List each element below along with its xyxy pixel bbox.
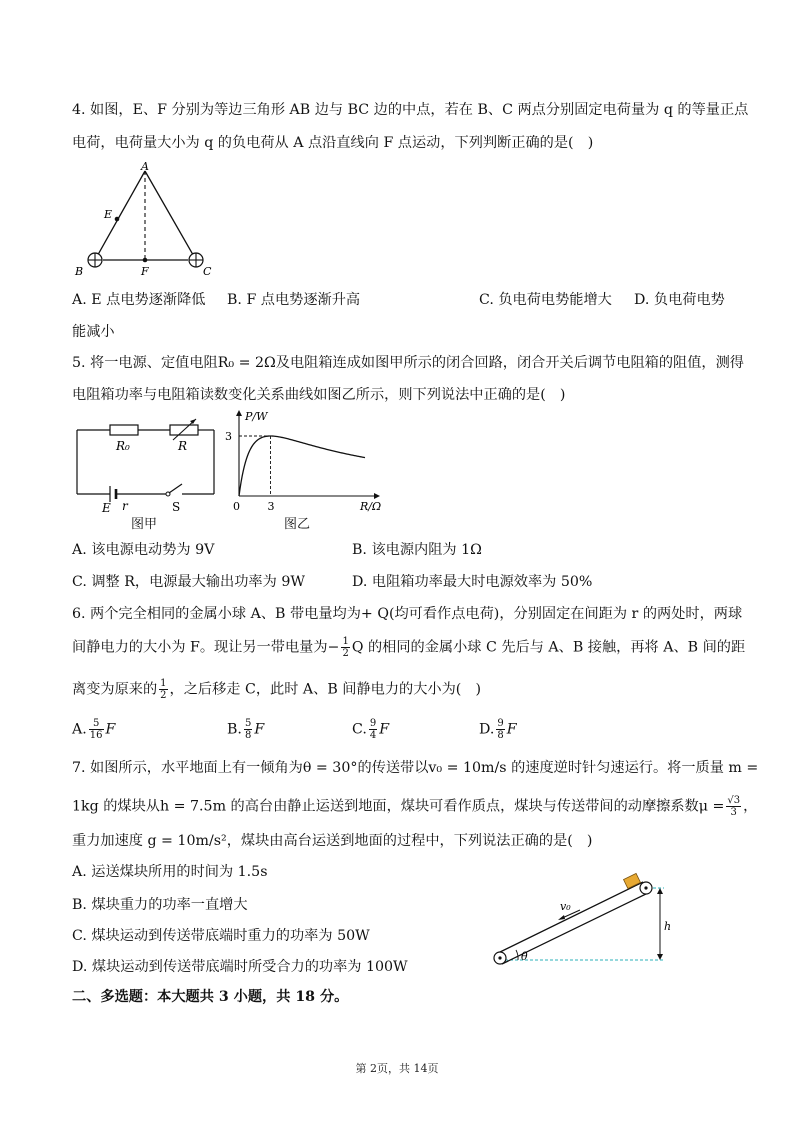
- power-curve: [239, 436, 365, 496]
- q6-line2-fraction: [341, 636, 349, 659]
- q5-caption-right: 图乙: [284, 517, 311, 532]
- q4-stem-line2: 电荷，电荷量大小为 q 的负电荷从 A 点沿直线向 F 点运动，下列判断正确的是( ): [72, 135, 594, 151]
- y-axis-arrow: [236, 410, 242, 416]
- q7-label-theta: θ: [521, 950, 528, 963]
- q5-stem-line2: 电阻箱功率与电阻箱读数变化关系曲线如图乙所示，则下列说法中正确的是( ): [72, 387, 566, 403]
- q5-stem-line1: 5. 将一电源、定值电阻R₀ = 2Ω及电阻箱连成如图甲所示的闭合回路，闭合开关后调节电阻箱的阻值，测得: [72, 355, 744, 371]
- q5-label-r0: R₀: [116, 439, 130, 453]
- q7-label-v0: v₀: [560, 900, 571, 913]
- q4-option-d: D. 负电荷电势: [634, 292, 725, 308]
- q4-label-e: E: [104, 208, 113, 221]
- y-tick-label: 3: [225, 430, 232, 443]
- q4-triangle-figure: [72, 162, 222, 280]
- q5-option-b: B. 该电源内阻为 1Ω: [352, 542, 482, 558]
- q6-option-c-num: 9: [369, 718, 377, 729]
- q5-power-chart: [226, 410, 391, 514]
- x-tick-label-3: 3: [267, 500, 275, 513]
- q5-option-c: C. 调整 R，电源最大输出功率为 9W: [72, 574, 305, 590]
- q6-option-d-num: 9: [497, 718, 504, 729]
- q6-line2-post: Q 的相同的金属小球 C 先后与 A、B 接触，再将 A、B 间的距: [351, 639, 746, 656]
- q5-label-s: S: [172, 500, 181, 514]
- q7-label-h: h: [664, 920, 672, 933]
- q6-option-d-den: 8: [497, 730, 504, 741]
- x-tick-label-0: 0: [233, 500, 240, 513]
- q7-line2-frac-num: √3: [727, 795, 741, 806]
- q4-stem-line1: 4. 如图，E、F 分别为等边三角形 AB 边与 BC 边的中点，若在 B、C 两点分别固定电荷量为 q 的等量正点: [72, 102, 749, 118]
- q6-option-b: [227, 718, 264, 741]
- q6-line3-pre: 离变为原来的: [72, 681, 158, 698]
- q4-label-a: A: [141, 160, 149, 173]
- q6-line3-frac-den: 2: [160, 690, 167, 701]
- q6-stem-line1: 6. 两个完全相同的金属小球 A、B 带电量均为+ Q(均可看作点电荷)，分别固定在间距为 r 的两处时，两球: [72, 606, 743, 622]
- q6-option-d: [479, 718, 517, 741]
- q6-option-c-unit: F: [379, 721, 390, 738]
- q6-line3-fraction: [159, 678, 167, 701]
- q6-line2-frac-den: 2: [342, 648, 349, 659]
- q7-option-a: A. 运送煤块所用的时间为 1.5s: [72, 864, 268, 880]
- q7-conveyor-figure: [488, 872, 678, 972]
- q4-label-f: F: [141, 265, 149, 278]
- q6-option-c-label: C.: [352, 721, 367, 738]
- q5-label-e: E: [102, 501, 111, 515]
- q6-option-b-label: B.: [227, 721, 242, 738]
- q6-option-b-unit: F: [254, 721, 265, 738]
- q6-option-b-num: 5: [244, 718, 252, 729]
- q4-option-d-continued: 能减小: [72, 324, 115, 340]
- y-axis-label: P/W: [245, 410, 268, 423]
- q4-option-b: B. F 点电势逐渐升高: [227, 292, 361, 308]
- q7-stem-line1: 7. 如图所示，水平地面上有一倾角为θ = 30°的传送带以v₀ = 10m/s 的速度逆时针匀速运行。将一质量 m =: [72, 760, 759, 776]
- q6-stem-line3: [72, 678, 481, 701]
- page-footer: 第 2页，共 14页: [355, 1062, 439, 1075]
- q6-option-b-den: 8: [244, 730, 252, 741]
- q7-line2-pre: 1kg 的煤块从h = 7.5m 的高台由静止运送到地面，煤块可看作质点，煤块与传送带间的动摩擦系数μ =: [72, 798, 725, 815]
- q7-option-b: B. 煤块重力的功率一直增大: [72, 897, 248, 913]
- q4-option-c: C. 负电荷电势能增大: [479, 292, 612, 308]
- q7-stem-line3: 重力加速度 g = 10m/s²，煤块由高台运送到地面的过程中，下列说法正确的是( ): [72, 833, 593, 849]
- q6-option-a-label: A.: [72, 721, 87, 738]
- q6-option-a: [72, 718, 115, 741]
- q6-option-c-den: 4: [369, 730, 377, 741]
- q5-label-r: R: [178, 439, 188, 453]
- q6-stem-line2: [72, 636, 745, 659]
- q7-line2-frac-den: 3: [730, 807, 737, 818]
- q6-option-a-num: 5: [89, 718, 104, 730]
- q6-line3-post: ，之后移走 C，此时 A、B 间静电力的大小为( ): [169, 681, 482, 698]
- q7-stem-line2: [72, 795, 757, 818]
- q5-option-d: D. 电阻箱功率最大时电源效率为 50%: [352, 574, 593, 590]
- q6-option-d-label: D.: [479, 721, 495, 738]
- q4-label-b: B: [75, 265, 84, 278]
- q6-line3-frac-num: 1: [160, 678, 167, 689]
- q7-line2-post: ，: [743, 798, 758, 815]
- q7-option-c: C. 煤块运动到传送带底端时重力的功率为 50W: [72, 928, 370, 944]
- q5-caption-left: 图甲: [131, 517, 158, 532]
- x-axis-label: R/Ω: [360, 500, 382, 513]
- q7-option-d: D. 煤块运动到传送带底端时所受合力的功率为 100W: [72, 959, 408, 975]
- q4-label-c: C: [203, 265, 212, 278]
- q5-label-r-internal: r: [122, 499, 128, 513]
- q5-option-a: A. 该电源电动势为 9V: [72, 542, 215, 558]
- q6-option-a-unit: F: [105, 721, 116, 738]
- q6-option-c: [352, 718, 389, 741]
- q6-line2-pre: 间静电力的大小为 F。现让另一带电量为−: [72, 639, 340, 656]
- q6-option-a-den: 16: [89, 730, 103, 741]
- q6-option-d-unit: F: [506, 721, 517, 738]
- section-2-heading: 二、多选题：本大题共 3 小题，共 18 分。: [72, 989, 349, 1005]
- x-axis-arrow: [374, 493, 380, 499]
- q4-option-a: A. E 点电势逐渐降低: [72, 292, 206, 308]
- q6-line2-frac-num: 1: [342, 636, 349, 647]
